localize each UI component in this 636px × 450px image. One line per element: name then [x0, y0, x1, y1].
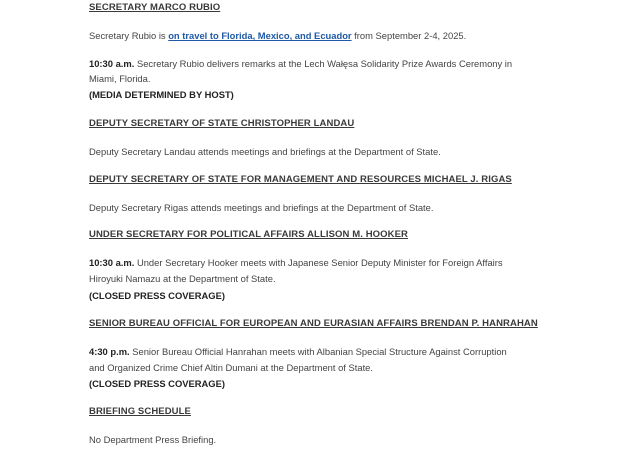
travel-paragraph — [89, 30, 466, 41]
section-heading-senior-bureau-official: SENIOR BUREAU OFFICIAL FOR EUROPEAN AND EURASIAN AFFAIRS BRENDAN P. HANRAHAN — [89, 318, 538, 329]
section-heading-deputy-secretary-management: DEPUTY SECRETARY OF STATE FOR MANAGEMENT AND RESOURCES MICHAEL J. RIGAS — [89, 174, 512, 185]
travel-text-after: from September 2-4, 2025. — [351, 30, 467, 41]
schedule-entry — [89, 58, 512, 69]
section-heading-briefing-schedule: BRIEFING SCHEDULE — [89, 406, 191, 417]
section-heading-under-secretary: UNDER SECRETARY FOR POLITICAL AFFAIRS ALLISON M. HOOKER — [89, 229, 409, 240]
entry-time: 4:30 p.m. — [89, 346, 130, 357]
section-text: No Department Press Briefing. — [89, 434, 217, 445]
section-heading-secretary: SECRETARY MARCO RUBIO — [89, 2, 221, 13]
entry-time: 10:30 a.m. — [89, 58, 135, 69]
travel-text-before: Secretary Rubio is — [89, 30, 169, 41]
section-text: Deputy Secretary Rigas attends meetings and briefings at the Department of State. — [89, 202, 434, 213]
section-text: Deputy Secretary Landau attends meetings and briefings at the Department of State. — [89, 146, 441, 157]
coverage-note: (CLOSED PRESS COVERAGE) — [89, 378, 225, 389]
entry-description-continued: Hiroyuki Namazu at the Department of State. — [89, 273, 276, 284]
schedule-entry — [89, 257, 503, 268]
section-heading-deputy-secretary: DEPUTY SECRETARY OF STATE CHRISTOPHER LANDAU — [89, 118, 355, 129]
entry-description: Secretary Rubio delivers remarks at the Lech Wałęsa Solidarity Prize Awards Ceremony in — [134, 58, 513, 69]
coverage-note: (CLOSED PRESS COVERAGE) — [89, 290, 225, 301]
entry-description: Senior Bureau Official Hanrahan meets with Albanian Special Structure Against Corruption — [129, 346, 507, 357]
entry-description-continued: Miami, Florida. — [89, 73, 151, 84]
schedule-entry — [89, 346, 507, 357]
entry-time: 10:30 a.m. — [89, 257, 135, 268]
coverage-note: (MEDIA DETERMINED BY HOST) — [89, 89, 234, 100]
travel-link[interactable]: on travel to Florida, Mexico, and Ecuador — [168, 30, 352, 41]
entry-description-continued: and Organized Crime Chief Altin Dumani at the Department of State. — [89, 362, 373, 373]
entry-description: Under Secretary Hooker meets with Japanese Senior Deputy Minister for Foreign Affairs — [134, 257, 503, 268]
